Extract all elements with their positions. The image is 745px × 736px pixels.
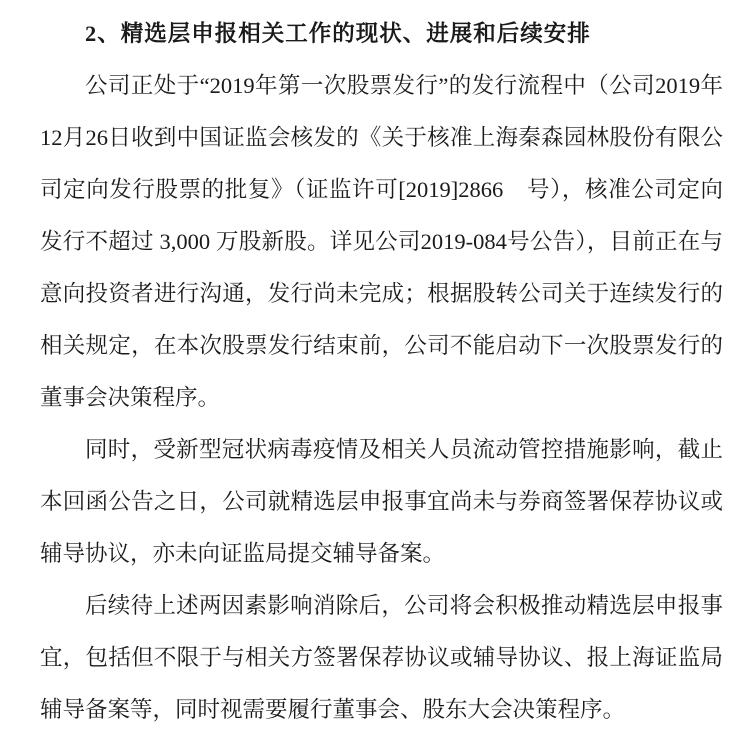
section-heading: 2、精选层申报相关工作的现状、进展和后续安排 [85,21,591,46]
paragraph-covid-impact: 同时，受新型冠状病毒疫情及相关人员流动管控措施影响，截止本回函公告之日，公司就精选层申报事宜尚未与券商签署保荐协议或辅导协议，亦未向证监局提交辅导备案。 [40,437,723,566]
paragraph-issuance-status: 公司正处于“2019年第一次股票发行”的发行流程中（公司2019年12月26日收到中国证监会核发的《关于核准上海秦森园林股份有限公司定向发行股票的批复》（证监许可[2019]2866 号），核准公司定向发行不超过 3,000 万股新股。详见公司2019-084号公告），目前正在与意向投资者进行沟通，发行尚未完成；根据股转公司关于连续发行的相关规定，在本次股票发行结束前，公司不能启动下一次股票发行的董事会决策程序。 [40,73,723,410]
paragraph-follow-up-plan: 后续待上述两因素影响消除后，公司将会积极推动精选层申报事宜，包括但不限于与相关方签署保荐协议或辅导协议、报上海证监局辅导备案等，同时视需要履行董事会、股东大会决策程序。 [40,593,723,722]
